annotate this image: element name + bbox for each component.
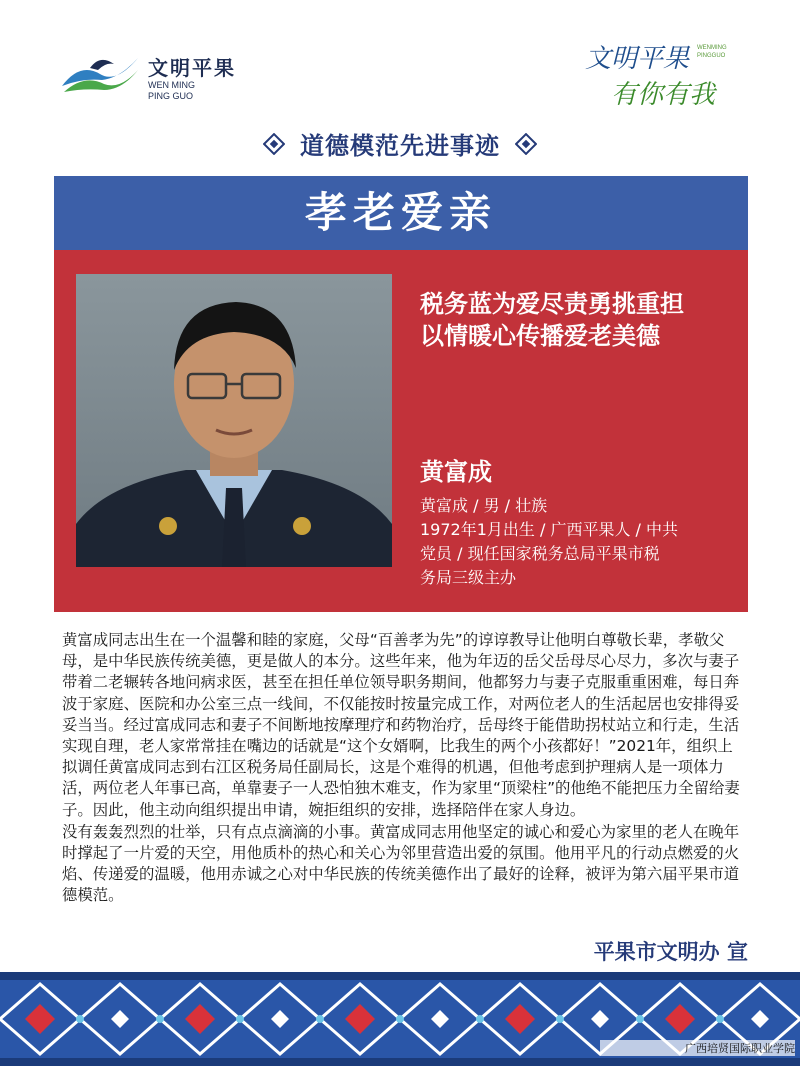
- banner-title: 孝老爱亲: [304, 188, 497, 237]
- watermark-credit: 广西培贤国际职业学院: [600, 1040, 795, 1056]
- portrait-illustration: [76, 274, 392, 567]
- logo-en-text-1: WEN MING: [148, 80, 195, 90]
- category-title-row: [0, 126, 800, 168]
- diamond-ornament-icon: [263, 133, 285, 155]
- story-body: [62, 630, 748, 908]
- headline-line-1: 税务蓝为爱尽责勇挑重担: [420, 290, 684, 318]
- diamond-ornament-icon: [515, 133, 537, 155]
- info-line-4: 务局三级主办: [420, 568, 517, 587]
- slogan-en: [697, 44, 727, 60]
- logo-en-text-2: PING GUO: [148, 91, 194, 101]
- slogan-en-1: WENMING: [697, 45, 727, 51]
- slogan-line-2: 有你有我: [611, 80, 716, 110]
- publisher-signature: 平果市文明办 宣: [593, 940, 748, 964]
- info-line-3: 党员 / 现任国家税务总局平果市税: [420, 544, 660, 563]
- slogan-logo: [585, 36, 745, 116]
- person-name: 黄富成: [420, 458, 492, 486]
- logo-cn-text: 文明平果: [148, 56, 236, 80]
- headline-line-2: 以情暖心传播爱老美德: [420, 322, 660, 350]
- slogan-line-1: 文明平果: [585, 44, 690, 74]
- portrait-photo: [76, 274, 392, 567]
- title-banner: [54, 176, 748, 250]
- person-info: [420, 494, 740, 590]
- info-line-2: 1972年1月出生 / 广西平果人 / 中共: [420, 520, 679, 539]
- wenming-pingguo-logo: [60, 44, 260, 104]
- story-paragraph-1: 黄富成同志出生在一个温馨和睦的家庭，父母“百善孝为先”的谆谆教导让他明白尊敬长辈，孝敬父母，是中华民族传统美德，更是做人的本分。这些年来，他为年迈的岳父岳母尽心尽力，多次与妻子带着二老辗转各地问病求医，甚至在担任单位领导职务期间，他都努力与妻子克服重重困难，每日奔波于家庭、医院和办公室三点一线间，不仅能按时按量完成工作，对两位老人的生活起居也安排得妥妥当当。经过富成同志和妻子不间断地按摩理疗和药物治疗，岳母终于能借助拐杖站立和行走，生活实现自理，老人家常常挂在嘴边的话就是“这个女婿啊，比我生的两个小孩都好！”2021年，组织上拟调任黄富成同志到右江区税务局任副局长，这是个难得的机遇，但他考虑到护理病人是一项体力活，两位老人年事已高，单靠妻子一人恐怕独木难支，作为家里“顶梁柱”的他绝不能把压力全留给妻子。因此，他主动向组织提出申请，婉拒组织的安排，选择陪伴在家人身边。: [62, 631, 740, 819]
- category-title: 道德模范先进事迹: [300, 132, 500, 160]
- info-line-1: 黄富成 / 男 / 壮族: [420, 496, 548, 515]
- story-paragraph-2: 没有轰轰烈烈的壮举，只有点点滴滴的小事。黄富成同志用他坚定的诚心和爱心为家里的老人在晚年时撑起了一片爱的天空，用他质朴的热心和关心为邻里营造出爱的氛围。他用平凡的行动点燃爱的火焰、传递爱的温暖，他用赤诚之心对中华民族的传统美德作出了最好的诠释，被评为第六届平果市道德模范。: [62, 822, 740, 905]
- slogan-en-2: PINGGUO: [697, 53, 726, 59]
- mountain-logo-icon: [60, 48, 140, 98]
